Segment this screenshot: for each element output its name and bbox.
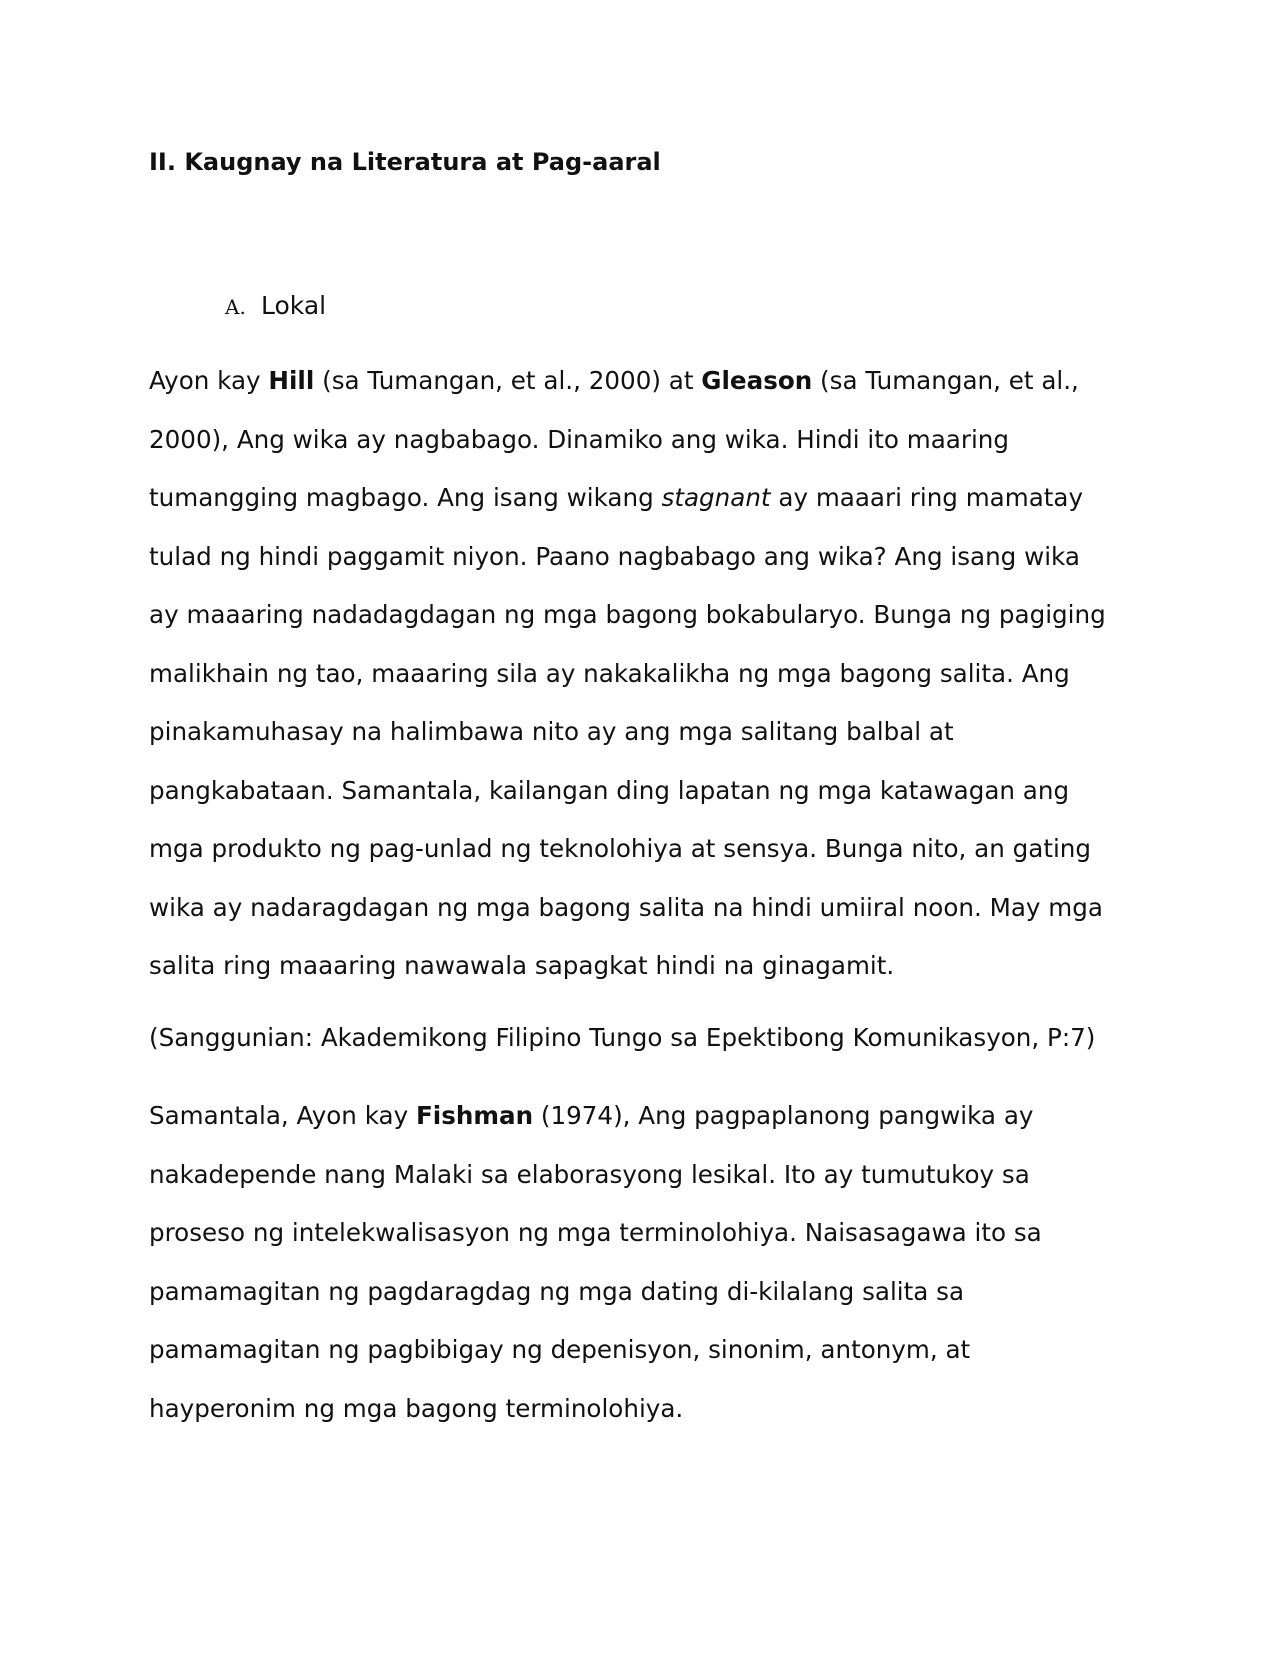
section-heading: II. Kaugnay na Literatura at Pag-aaral (149, 148, 661, 176)
text-line (149, 352, 1149, 411)
text-line (149, 469, 1149, 528)
text-line: wika ay nadaragdagan ng mga bagong salita na hindi umiiral noon. May mga (149, 892, 1103, 922)
paragraph-fishman (149, 1087, 1149, 1438)
text-line: tulad ng hindi paggamit niyon. Paano nagbabago ang wika? Ang isang wika (149, 541, 1080, 571)
text-run: tumangging magbago. Ang isang wikang (149, 483, 662, 512)
text-run: Ayon kay (149, 366, 269, 395)
text-run: (1974), Ang pagpaplanong pangwika ay (533, 1101, 1034, 1130)
text-line: mga produkto ng pag-unlad ng teknolohiya at sensya. Bunga nito, an gating (149, 834, 1091, 863)
author-name-hill: Hill (268, 366, 315, 395)
text-line: salita ring maaaring nawawala sapagkat hindi na ginagamit. (149, 951, 895, 980)
subsection-heading (225, 288, 326, 325)
text-line: hayperonim ng mga bagong terminolohiya. (149, 1393, 684, 1423)
text-line: nakadepende nang Malaki sa elaborasyong lesikal. Ito ay tumutukoy sa (149, 1159, 1030, 1189)
text-line: ay maaaring nadadagdagan ng mga bagong bokabularyo. Bunga ng pagiging (149, 600, 1106, 629)
text-run: ay maaari ring mamatay (770, 483, 1084, 512)
text-run: (sa Tumangan, et al., 2000) at (314, 366, 702, 395)
source-citation: (Sanggunian: Akademikong Filipino Tungo sa Epektibong Komunikasyon, P:7) (149, 1023, 1096, 1052)
text-line: pamamagitan ng pagdaragdag ng mga dating di-kilalang salita sa (149, 1276, 965, 1306)
list-marker: A. (225, 295, 246, 319)
text-line: proseso ng intelekwalisasyon ng mga terminolohiya. Naisasagawa ito sa (149, 1218, 1042, 1247)
text-line: pinakamuhasay na halimbawa nito ay ang mga salitang balbal at (149, 717, 954, 746)
text-line (149, 1087, 1149, 1146)
author-name-fishman: Fishman (415, 1101, 534, 1130)
text-run: Samantala, Ayon kay (149, 1101, 416, 1130)
text-line: pamamagitan ng pagbibigay ng depenisyon, sinonim, antonym, at (149, 1335, 971, 1364)
text-line: malikhain ng tao, maaaring sila ay nakakalikha ng mga bagong salita. Ang (149, 658, 1070, 688)
text-line: pangkabataan. Samantala, kailangan ding lapatan ng mga katawagan ang (149, 775, 1070, 805)
subsection-title: Lokal (261, 291, 327, 320)
text-line: 2000), Ang wika ay nagbabago. Dinamiko ang wika. Hindi ito maaring (149, 424, 1010, 454)
italic-term: stagnant (661, 483, 771, 512)
author-name-gleason: Gleason (701, 366, 813, 395)
text-run: (sa Tumangan, et al., (812, 366, 1079, 395)
paragraph-lokal (149, 352, 1149, 996)
